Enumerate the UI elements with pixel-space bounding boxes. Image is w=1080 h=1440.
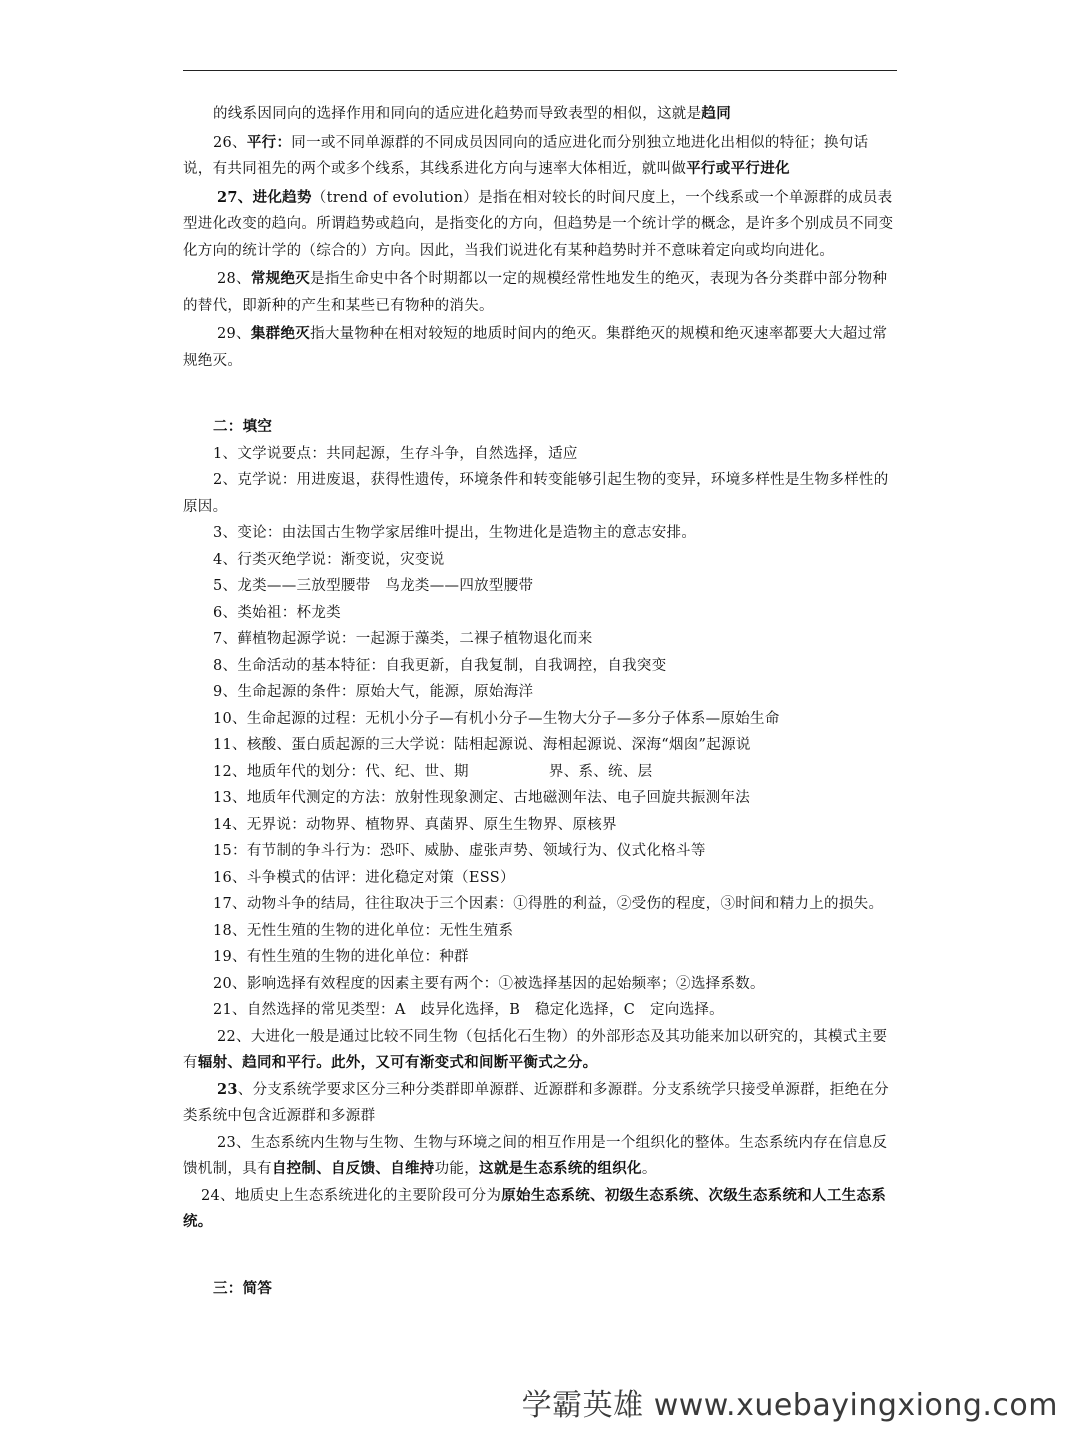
list-item: 9、生命起源的条件：原始大气，能源，原始海洋 <box>213 684 534 700</box>
paragraph-28: 28、常规绝灭是指生命史中各个时期都以一定的规模经常性地发生的绝灭，表现为各分类群中部分物种的替代，即新种的产生和某些已有物种的消失。 <box>183 270 888 314</box>
list-item: 2、克学说：用进废退，获得性遗传，环境条件和转变能够引起生物的变异，环境多样性是生物多样性的原因。 <box>183 472 889 515</box>
document-body <box>183 101 897 1302</box>
list-item: 19、有性生殖的生物的进化单位：种群 <box>213 949 469 965</box>
paragraph-29: 29、集群绝灭指大量物种在相对较短的地质时间内的绝灭。集群绝灭的规模和绝灭速率都要大大超过常规绝灭。 <box>183 325 888 369</box>
section-title-fill-in: 二：填空 <box>213 418 273 435</box>
list-item: 7、藓植物起源学说：一起源于藻类，二裸子植物退化而来 <box>213 631 593 647</box>
list-item: 3、变论：由法国古生物学家居维叶提出，生物进化是造物主的意志安排。 <box>213 525 697 541</box>
list-item: 8、生命活动的基本特征：自我更新，自我复制，自我调控，自我突变 <box>213 657 667 674</box>
list-item-23a: 23、分支系统学要求区分三种分类群即单源群、近源群和多源群。分支系统学只接受单源群，拒绝在分类系统中包含近源群和多源群 <box>183 1080 889 1124</box>
list-item-23b: 23、生态系统内生物与生物、生物与环境之间的相互作用是一个组织化的整体。生态系统内存在信息反馈机制，具有自控制、自反馈、自维持功能，这就是生态系统的组织化。 <box>183 1134 888 1177</box>
paragraph-26: 26、平行：同一或不同单源群的不同成员因同向的适应进化而分别独立地进化出相似的特征；换句话说，有共同祖先的两个或多个线系，其线系进化方向与速率大体相近，就叫做平行或平行进化 <box>183 133 869 177</box>
list-item: 5、龙类——三放型腰带 鸟龙类——四放型腰带 <box>213 578 534 594</box>
paragraph-convergence: 的线系因同向的选择作用和同向的适应进化趋势而导致表型的相似，这就是趋同 <box>213 105 732 122</box>
list-item: 1、文学说要点：共同起源，生存斗争，自然选择，适应 <box>213 445 578 462</box>
header-rule <box>183 70 897 71</box>
list-item: 16、斗争模式的估评：进化稳定对策（ESS） <box>213 869 515 886</box>
list-item: 10、生命起源的过程：无机小分子—有机小分子—生物大分子—多分子体系—原始生命 <box>213 710 780 727</box>
watermark: 学霸英雄 www.xuebayingxiong.com <box>521 1388 1058 1423</box>
list-item: 18、无性生殖的生物的进化单位：无性生殖系 <box>213 922 514 939</box>
list-item: 20、影响选择有效程度的因素主要有两个：①被选择基因的起始频率；②选择系数。 <box>213 975 765 992</box>
section-title-short-answer: 三：简答 <box>213 1279 273 1297</box>
list-item: 13、地质年代测定的方法：放射性现象测定、古地磁测年法、电子回旋共振测年法 <box>213 790 751 806</box>
list-item: 6、类始祖：杯龙类 <box>213 604 341 621</box>
list-item-24: 24、地质史上生态系统进化的主要阶段可分为原始生态系统、初级生态系统、次级生态系统和人工生态系统。 <box>183 1186 887 1230</box>
list-item-22: 22、大进化一般是通过比较不同生物（包括化石生物）的外部形态及其功能来加以研究的，其模式主要有辐射、趋同和平行。此外，又可有渐变式和间断平衡式之分。 <box>183 1028 888 1071</box>
list-item: 21、自然选择的常见类型：A 歧异化选择，B 稳定化选择，C 定向选择。 <box>213 1002 724 1018</box>
list-item: 17、动物斗争的结局，往往取决于三个因素：①得胜的利益，②受伤的程度，③时间和精力上的损失。 <box>213 896 884 912</box>
list-item: 14、无界说：动物界、植物界、真菌界、原生生物界、原核界 <box>213 816 617 833</box>
paragraph-27: 27、进化趋势（trend of evolution）是指在相对较长的时间尺度上，一个线系或一个单源群的成员表型进化改变的趋向。所谓趋势或趋向，是指变化的方向，但趋势是一个统计学的概念，是许多个别成员不同变化方向的统计学的（综合的）方向。因此，当我们说进化有某种趋势时并不意味着定向或均向进化。 <box>183 188 894 259</box>
list-item: 4、行类灭绝学说：渐变说，灾变说 <box>213 551 445 568</box>
list-item: 15：有节制的争斗行为：恐吓、威胁、虚张声势、领域行为、仪式化格斗等 <box>213 843 706 859</box>
list-item: 12、地质年代的划分：代、纪、世、期 界、系、统、层 <box>213 763 653 780</box>
list-item: 11、核酸、蛋白质起源的三大学说：陆相起源说、海相起源说、深海“烟囱”起源说 <box>213 737 751 753</box>
